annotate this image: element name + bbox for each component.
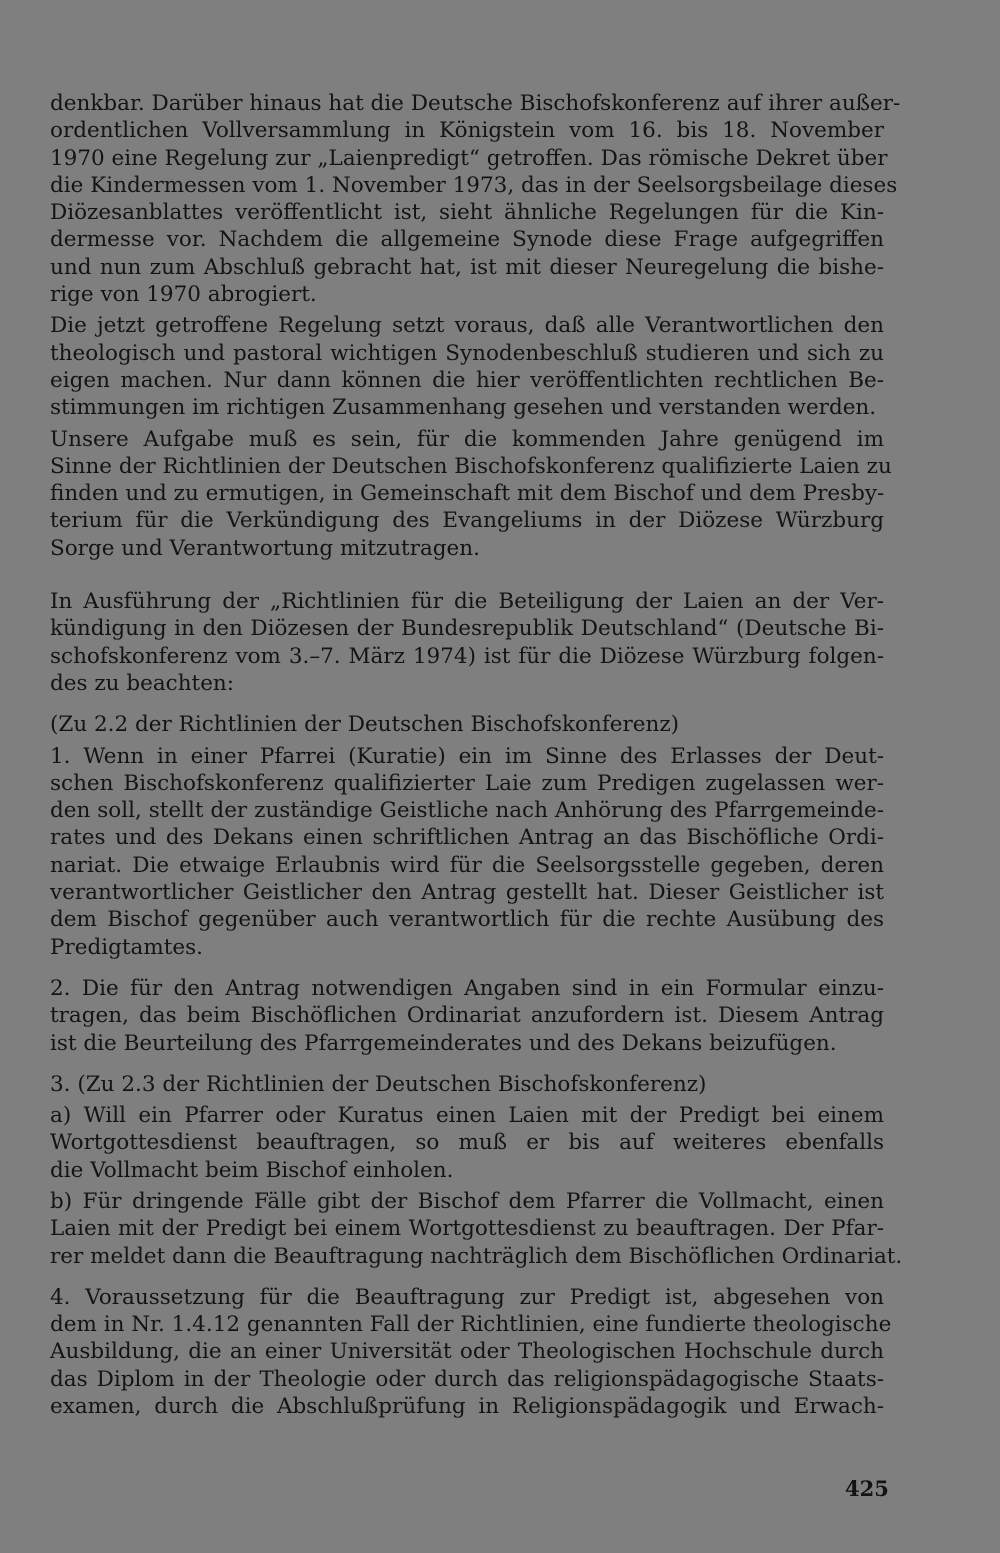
paragraph-aufgabe xyxy=(50,426,892,562)
text-line: Diözesanblattes veröffentlicht ist, sieht ähnliche Regelungen für die Kin- xyxy=(50,200,884,226)
text-line: eigen machen. Nur dann können die hier veröffentlichten rechtlichen Be- xyxy=(50,367,884,393)
text-line: rates und des Dekans einen schriftlichen Antrag an das Bischöfliche Ordi- xyxy=(50,825,884,851)
section-heading-2-3 xyxy=(50,1071,884,1098)
text-line: dermesse vor. Nachdem die allgemeine Synode diese Frage aufgegriffen xyxy=(50,227,884,253)
text-line: ist die Beurteilung des Pfarrgemeinderates und des Dekans beizufügen. xyxy=(50,1030,837,1056)
text-line: dem in Nr. 1.4.12 genannten Fall der Richtlinien, eine fundierte theologische xyxy=(50,1312,892,1338)
text-line: rige von 1970 abrogiert. xyxy=(50,282,317,308)
text-line: das Diplom in der Theologie oder durch das religionspädagogische Staats- xyxy=(50,1366,884,1392)
text-line: tragen, das beim Bischöflichen Ordinariat anzufordern ist. Diesem Antrag xyxy=(50,1003,884,1029)
text-line: nariat. Die etwaige Erlaubnis wird für die Seelsorgsstelle gegeben, deren xyxy=(50,852,884,878)
text-line: des zu beachten: xyxy=(50,670,235,696)
text-line: Laien mit der Predigt bei einem Wortgottesdienst zu beauftragen. Der Pfar- xyxy=(50,1216,884,1242)
text-line: theologisch und pastoral wichtigen Synodenbeschluß studieren und sich zu xyxy=(50,340,884,366)
text-line: die Vollmacht beim Bischof einholen. xyxy=(50,1157,454,1183)
text-line: schofskonferenz vom 3.–7. März 1974) ist für die Diözese Würzburg folgen- xyxy=(50,643,884,669)
text-line: terium für die Verkündigung des Evangeliums in der Diözese Würzburg xyxy=(50,508,884,534)
text-line: Die jetzt getroffene Regelung setzt voraus, daß alle Verantwortlichen den xyxy=(50,313,884,339)
text-line: In Ausführung der „Richtlinien für die Beteiligung der Laien an der Ver- xyxy=(50,589,884,615)
text-line: Ausbildung, die an einer Universität oder Theologischen Hochschule durch xyxy=(50,1339,884,1365)
text-line: und nun zum Abschluß gebracht hat, ist mit dieser Neuregelung die bishe- xyxy=(50,254,884,280)
text-line: Unsere Aufgabe muß es sein, für die kommenden Jahre genügend im xyxy=(50,426,884,452)
text-line: die Kindermessen vom 1. November 1973, das in der Seelsorgsbeilage dieses xyxy=(50,172,898,198)
text-line: 3. (Zu 2.3 der Richtlinien der Deutschen Bischofskonferenz) xyxy=(50,1071,707,1097)
text-line: stimmungen im richtigen Zusammenhang gesehen und verstanden werden. xyxy=(50,395,877,421)
paragraph-item-3a xyxy=(50,1102,884,1184)
document-page xyxy=(50,90,903,1420)
section-heading-2-2 xyxy=(50,711,884,738)
text-line: ordentlichen Vollversammlung in Königstein vom 16. bis 18. November xyxy=(50,118,884,144)
text-line: Sorge und Verantwortung mitzutragen. xyxy=(50,535,480,561)
text-line: verantwortlicher Geistlicher den Antrag gestellt hat. Dieser Geistlicher ist xyxy=(50,880,884,906)
page-number: 425 xyxy=(845,1476,889,1501)
paragraph-item-1 xyxy=(50,743,884,961)
text-line: 1970 eine Regelung zur „Laienpredigt“ getroffen. Das römische Dekret über xyxy=(50,145,888,171)
text-line: 2. Die für den Antrag notwendigen Angaben sind in ein Formular einzu- xyxy=(50,975,884,1001)
text-line: dem Bischof gegenüber auch verantwortlich für die rechte Ausübung des xyxy=(50,907,884,933)
text-line: (Zu 2.2 der Richtlinien der Deutschen Bischofskonferenz) xyxy=(50,712,680,738)
text-line: finden und zu ermutigen, in Gemeinschaft mit dem Bischof und dem Presby- xyxy=(50,481,885,507)
text-line: b) Für dringende Fälle gibt der Bischof dem Pfarrer die Vollmacht, einen xyxy=(50,1188,884,1214)
paragraph-ausfuehrung xyxy=(50,588,884,697)
paragraph-item-2 xyxy=(50,975,884,1057)
text-line: Predigtamtes. xyxy=(50,934,203,960)
text-line: examen, durch die Abschlußprüfung in Religionspädagogik und Erwach- xyxy=(50,1394,884,1420)
paragraph-item-3b xyxy=(50,1188,903,1270)
text-line: a) Will ein Pfarrer oder Kuratus einen Laien mit der Predigt bei einem xyxy=(50,1103,884,1129)
paragraph-item-4 xyxy=(50,1284,892,1420)
text-line: denkbar. Darüber hinaus hat die Deutsche Bischofskonferenz auf ihrer außer- xyxy=(50,91,901,116)
text-line: 4. Voraussetzung für die Beauftragung zur Predigt ist, abgesehen von xyxy=(50,1284,884,1310)
text-line: rer meldet dann die Beauftragung nachträglich dem Bischöflichen Ordinariat. xyxy=(50,1243,903,1269)
text-line: Wortgottesdienst beauftragen, so muß er bis auf weiteres ebenfalls xyxy=(50,1130,884,1156)
text-line: den soll, stellt der zuständige Geistliche nach Anhörung des Pfarrgemeinde- xyxy=(50,798,884,824)
text-line: schen Bischofskonferenz qualifizierter Laie zum Predigen zugelassen wer- xyxy=(50,770,884,796)
paragraph-intro xyxy=(50,90,901,308)
text-line: kündigung in den Diözesen der Bundesrepublik Deutschland“ (Deutsche Bi- xyxy=(50,616,884,642)
text-line: Sinne der Richtlinien der Deutschen Bischofskonferenz qualifizierte Laien zu xyxy=(50,453,892,479)
paragraph-regelung xyxy=(50,312,884,421)
text-line: 1. Wenn in einer Pfarrei (Kuratie) ein im Sinne des Erlasses der Deut- xyxy=(50,743,884,769)
